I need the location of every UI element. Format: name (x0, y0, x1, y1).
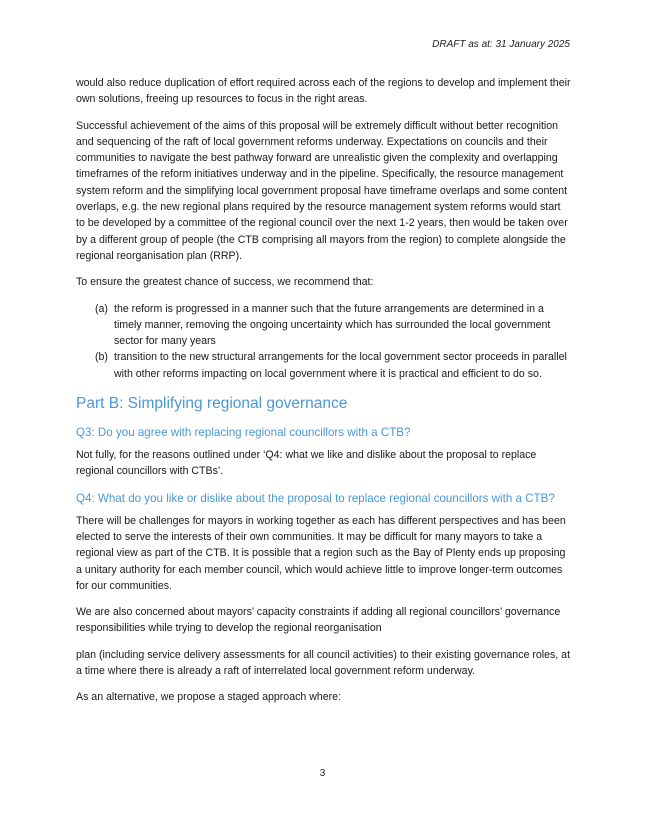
list-marker: (b) (95, 351, 108, 364)
answer-q3: Not fully, for the reasons outlined under ‘Q4: what we like and dislike about the proposal to replace regional councillors with CTBs’. (76, 449, 537, 478)
list-item (76, 349, 571, 382)
page-number: 3 (319, 768, 326, 779)
recommendation-list (76, 301, 571, 382)
question-heading-q4: Q4: What do you like or dislike about the proposal to replace regional councillors with a CTB? (76, 491, 555, 505)
paragraph-recommendation-lead: To ensure the greatest chance of success, we recommend that: (76, 276, 374, 289)
answer-q4-paragraph-1: There will be challenges for mayors in working together as each has different perspectives and has been elected to serve the interests of their own communities. It may be difficult for many mayors to take a regional view as part of the CTB. It is possible that a region such as the Bay of Plenty ends up proposing a unitary authority for each member council, which would achieve little to improve longer-term outcomes for our communities. (76, 514, 566, 592)
paragraph-reform-sequencing: Successful achievement of the aims of this proposal will be extremely difficult without better recognition and sequencing of the raft of local government reforms underway. Expectations on councils and their communities to navigate the best pathway forward are unrealistic given the complexity and overlapping timeframes of the reform initiatives underway and in the pipeline. Specifically, the resource management system reform and the simplifying local government proposal have timeframe overlaps and some content overlaps, e.g. the new regional plans required by the resource management system reforms would start to be developed by a committee of the regional council over the next 1-2 years, then would be taken over by a different group of people (the CTB comprising all mayors from the region) to complete alongside the regional reorganisation plan (RRP). (76, 119, 568, 262)
answer-q4-paragraph-3: plan (including service delivery assessments for all council activities) to their existing governance roles, at a time where there is already a raft of interrelated local government reform underway. (76, 648, 571, 678)
answer-q4-paragraph-4: As an alternative, we propose a staged approach where: (76, 691, 342, 704)
draft-header: DRAFT as at: 31 January 2025 (432, 39, 570, 50)
question-heading-q3: Q3: Do you agree with replacing regional councillors with a CTB? (76, 426, 411, 440)
list-item-text: transition to the new structural arrangements for the local government sector proceeds in parallel with other reforms impacting on local government where it is practical and efficient to do so. (114, 351, 567, 380)
list-marker: (a) (95, 302, 108, 315)
section-heading-part-b: Part B: Simplifying regional governance (76, 395, 348, 413)
answer-q4-paragraph-2: We are also concerned about mayors’ capacity constraints if adding all regional councillors’ governance responsibilities while trying to develop the regional reorganisation (76, 606, 561, 635)
paragraph-intro-continuation: would also reduce duplication of effort required across each of the regions to develop and implement their own solutions, freeing up resources to focus in the right areas. (76, 77, 571, 106)
list-item-text: the reform is progressed in a manner such that the future arrangements are determined in a timely manner, removing the ongoing uncertainty which has surrounded the local government sector for many years (114, 302, 551, 348)
page-content (76, 75, 571, 716)
list-item (76, 301, 571, 350)
